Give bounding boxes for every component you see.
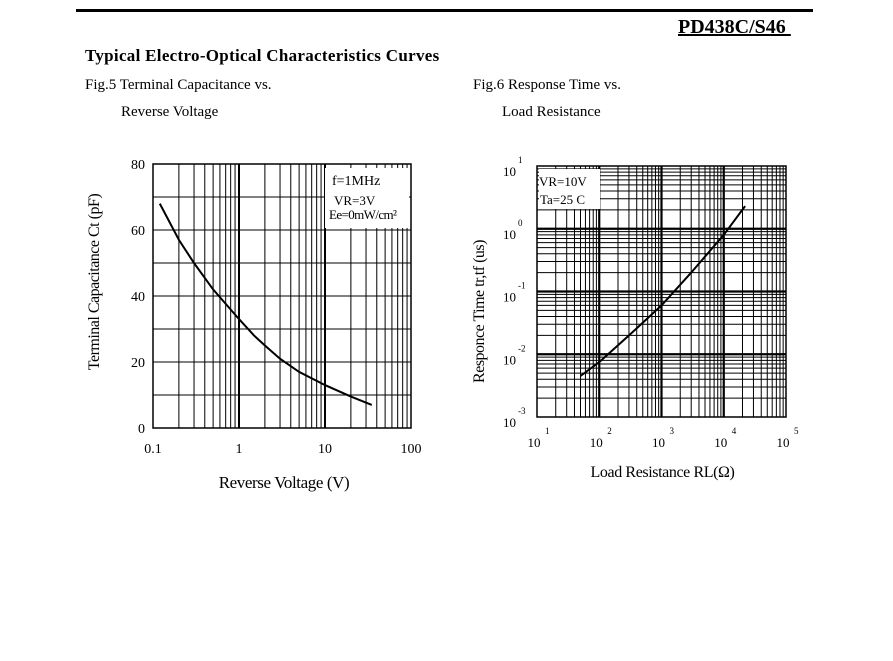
part-number: PD438C/S46 (678, 16, 791, 38)
x-tick-label: 100 (400, 442, 422, 457)
x-axis-label: Reverse Voltage (V) (218, 473, 350, 492)
y-tick-exponent: -1 (518, 280, 526, 291)
x-tick-exponent: 4 (731, 426, 737, 436)
y-axis-label: Responce Time tr,tf (us) (471, 240, 488, 383)
x-tick-label: 0.1 (144, 442, 162, 457)
section-title: Typical Electro-Optical Characteristics Curves (85, 46, 440, 65)
x-tick-label: 10 (589, 435, 603, 450)
annotation-frequency: f=1MHz (332, 174, 381, 189)
y-tick-label: 0 (138, 422, 145, 437)
annotation-temperature: Ta=25 C (540, 192, 586, 207)
x-tick-exponent: 2 (607, 426, 612, 436)
y-tick-label: 10 (503, 415, 516, 430)
y-tick-label: 10 (503, 289, 516, 305)
y-tick-label: 40 (131, 290, 145, 305)
y-tick-exponent: -2 (518, 343, 526, 354)
y-tick-label: 20 (131, 356, 145, 371)
x-tick-label: 1 (235, 442, 243, 457)
annotation-irradiance: Ee=0mW/cm² (329, 207, 397, 222)
y-tick-label: 80 (131, 158, 145, 173)
y-tick-label: 10 (503, 352, 516, 368)
fig5-title-line2: Reverse Voltage (121, 104, 219, 120)
x-axis-label: Load Resistance RL(Ω) (590, 464, 735, 481)
fig5-title-line1: Fig.5 Terminal Capacitance vs. (85, 77, 272, 93)
y-tick-exponent: 0 (518, 217, 523, 228)
fig6-title-line2: Load Resistance (502, 104, 601, 120)
y-tick-label: 60 (131, 224, 145, 239)
y-tick-label: 10 (503, 226, 516, 242)
fig6-title-line1: Fig.6 Response Time vs. (473, 77, 621, 93)
x-tick-label: 10 (714, 435, 728, 450)
annotation-reverse-voltage: VR=10V (539, 174, 587, 189)
x-tick-label: 10 (652, 435, 665, 450)
y-axis-label: Terminal Capacitance Ct (pF) (86, 193, 103, 371)
x-tick-label: 10 (318, 442, 332, 457)
x-tick-exponent: 1 (545, 426, 550, 436)
x-tick-exponent: 3 (669, 426, 674, 436)
y-tick-exponent: -3 (518, 406, 526, 416)
annotation-reverse-voltage: VR=3V (334, 193, 376, 208)
y-tick-label: 10 (503, 164, 516, 179)
x-tick-exponent: 5 (794, 426, 799, 436)
y-tick-exponent: 1 (518, 155, 523, 165)
x-tick-label: 10 (527, 435, 541, 450)
x-tick-label: 10 (776, 435, 790, 450)
